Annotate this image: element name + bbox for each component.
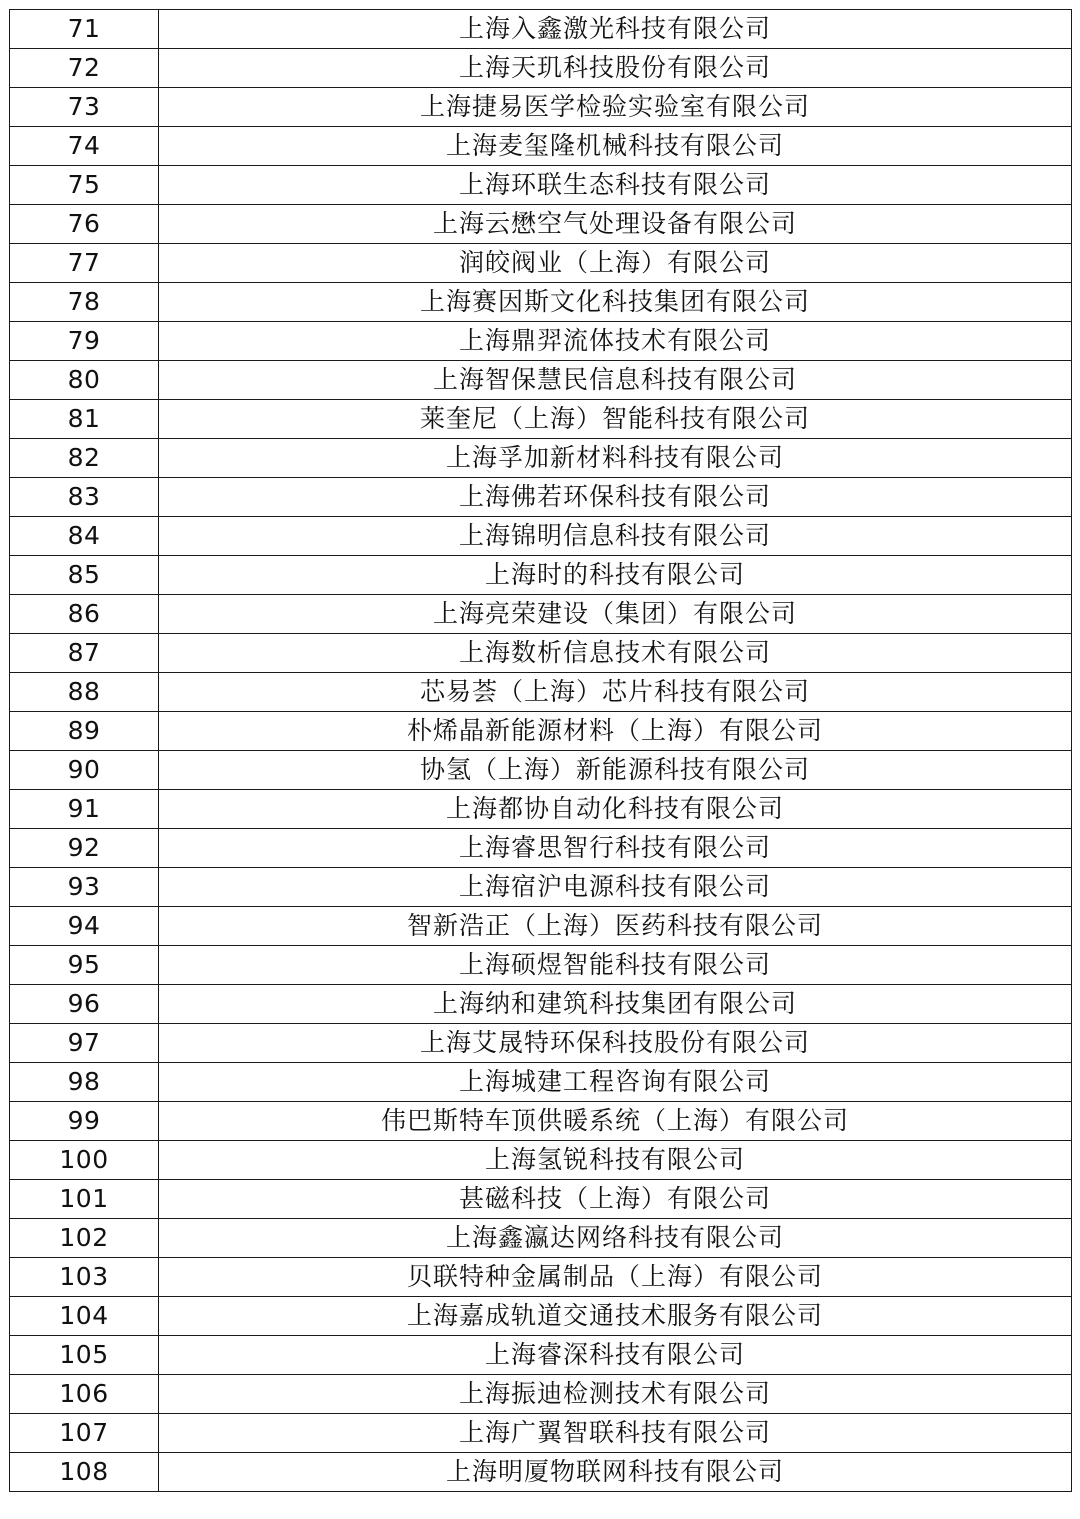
- company-name-cell: 上海数析信息技术有限公司: [159, 634, 1072, 673]
- table-row: [10, 244, 1072, 283]
- row-number-cell: 77: [10, 244, 159, 283]
- company-name-cell: 上海纳和建筑科技集团有限公司: [159, 985, 1072, 1024]
- company-name-cell: 上海天玑科技股份有限公司: [159, 49, 1072, 88]
- table-row: [10, 1336, 1072, 1375]
- company-name-cell: 芯易荟（上海）芯片科技有限公司: [159, 673, 1072, 712]
- company-name-cell: 上海佛若环保科技有限公司: [159, 478, 1072, 517]
- company-name-cell: 上海宿沪电源科技有限公司: [159, 868, 1072, 907]
- company-name-cell: 上海都协自动化科技有限公司: [159, 790, 1072, 829]
- row-number-cell: 94: [10, 907, 159, 946]
- table-row: [10, 907, 1072, 946]
- row-number-cell: 106: [10, 1375, 159, 1414]
- table-row: [10, 1180, 1072, 1219]
- table-row: [10, 673, 1072, 712]
- row-number-cell: 73: [10, 88, 159, 127]
- row-number-cell: 86: [10, 595, 159, 634]
- table-row: [10, 790, 1072, 829]
- company-name-cell: 上海鑫瀛达网络科技有限公司: [159, 1219, 1072, 1258]
- company-name-cell: 上海亮荣建设（集团）有限公司: [159, 595, 1072, 634]
- company-name-cell: 上海睿思智行科技有限公司: [159, 829, 1072, 868]
- table-row: [10, 1024, 1072, 1063]
- table-row: [10, 1414, 1072, 1453]
- row-number-cell: 92: [10, 829, 159, 868]
- table-row: [10, 166, 1072, 205]
- table-row: [10, 985, 1072, 1024]
- table-row: [10, 1102, 1072, 1141]
- company-name-cell: 上海嘉成轨道交通技术服务有限公司: [159, 1297, 1072, 1336]
- table-row: [10, 1063, 1072, 1102]
- company-name-cell: 上海入鑫激光科技有限公司: [159, 10, 1072, 49]
- row-number-cell: 75: [10, 166, 159, 205]
- row-number-cell: 96: [10, 985, 159, 1024]
- table-row: [10, 634, 1072, 673]
- company-name-cell: 上海云懋空气处理设备有限公司: [159, 205, 1072, 244]
- table-row: [10, 478, 1072, 517]
- row-number-cell: 72: [10, 49, 159, 88]
- company-name-cell: 莱奎尼（上海）智能科技有限公司: [159, 400, 1072, 439]
- company-name-cell: 润皎阀业（上海）有限公司: [159, 244, 1072, 283]
- table-row: [10, 595, 1072, 634]
- row-number-cell: 104: [10, 1297, 159, 1336]
- row-number-cell: 93: [10, 868, 159, 907]
- row-number-cell: 107: [10, 1414, 159, 1453]
- table-row: [10, 283, 1072, 322]
- table-row: [10, 439, 1072, 478]
- table-row: [10, 868, 1072, 907]
- company-name-cell: 上海环联生态科技有限公司: [159, 166, 1072, 205]
- row-number-cell: 78: [10, 283, 159, 322]
- row-number-cell: 83: [10, 478, 159, 517]
- row-number-cell: 82: [10, 439, 159, 478]
- row-number-cell: 103: [10, 1258, 159, 1297]
- row-number-cell: 100: [10, 1141, 159, 1180]
- row-number-cell: 88: [10, 673, 159, 712]
- table-row: [10, 751, 1072, 790]
- table-row: [10, 712, 1072, 751]
- company-name-cell: 上海睿深科技有限公司: [159, 1336, 1072, 1375]
- row-number-cell: 102: [10, 1219, 159, 1258]
- table-row: [10, 1258, 1072, 1297]
- table-row: [10, 49, 1072, 88]
- table-row: [10, 205, 1072, 244]
- company-name-cell: 甚磁科技（上海）有限公司: [159, 1180, 1072, 1219]
- company-name-cell: 上海明厦物联网科技有限公司: [159, 1453, 1072, 1492]
- row-number-cell: 80: [10, 361, 159, 400]
- company-name-cell: 智新浩正（上海）医药科技有限公司: [159, 907, 1072, 946]
- company-name-cell: 上海锦明信息科技有限公司: [159, 517, 1072, 556]
- company-list-table: [9, 9, 1072, 1492]
- row-number-cell: 101: [10, 1180, 159, 1219]
- company-list-body: [10, 10, 1072, 1492]
- company-name-cell: 协氢（上海）新能源科技有限公司: [159, 751, 1072, 790]
- table-row: [10, 517, 1072, 556]
- table-row: [10, 829, 1072, 868]
- row-number-cell: 79: [10, 322, 159, 361]
- table-row: [10, 1297, 1072, 1336]
- table-row: [10, 88, 1072, 127]
- table-row: [10, 1219, 1072, 1258]
- row-number-cell: 98: [10, 1063, 159, 1102]
- table-row: [10, 400, 1072, 439]
- row-number-cell: 99: [10, 1102, 159, 1141]
- company-name-cell: 上海硕煜智能科技有限公司: [159, 946, 1072, 985]
- table-row: [10, 322, 1072, 361]
- row-number-cell: 95: [10, 946, 159, 985]
- row-number-cell: 76: [10, 205, 159, 244]
- company-name-cell: 上海麦玺隆机械科技有限公司: [159, 127, 1072, 166]
- company-name-cell: 上海赛因斯文化科技集团有限公司: [159, 283, 1072, 322]
- table-row: [10, 556, 1072, 595]
- row-number-cell: 85: [10, 556, 159, 595]
- row-number-cell: 90: [10, 751, 159, 790]
- table-row: [10, 1453, 1072, 1492]
- company-name-cell: 上海捷易医学检验实验室有限公司: [159, 88, 1072, 127]
- row-number-cell: 84: [10, 517, 159, 556]
- row-number-cell: 89: [10, 712, 159, 751]
- row-number-cell: 97: [10, 1024, 159, 1063]
- row-number-cell: 81: [10, 400, 159, 439]
- company-name-cell: 上海鼎羿流体技术有限公司: [159, 322, 1072, 361]
- table-row: [10, 1141, 1072, 1180]
- company-name-cell: 上海艾晟特环保科技股份有限公司: [159, 1024, 1072, 1063]
- table-row: [10, 361, 1072, 400]
- company-name-cell: 贝联特种金属制品（上海）有限公司: [159, 1258, 1072, 1297]
- company-name-cell: 上海振迪检测技术有限公司: [159, 1375, 1072, 1414]
- company-name-cell: 上海孚加新材料科技有限公司: [159, 439, 1072, 478]
- row-number-cell: 91: [10, 790, 159, 829]
- row-number-cell: 105: [10, 1336, 159, 1375]
- table-row: [10, 10, 1072, 49]
- company-name-cell: 朴烯晶新能源材料（上海）有限公司: [159, 712, 1072, 751]
- row-number-cell: 74: [10, 127, 159, 166]
- table-row: [10, 1375, 1072, 1414]
- table-row: [10, 127, 1072, 166]
- table-row: [10, 946, 1072, 985]
- row-number-cell: 87: [10, 634, 159, 673]
- row-number-cell: 71: [10, 10, 159, 49]
- company-name-cell: 上海时的科技有限公司: [159, 556, 1072, 595]
- company-name-cell: 上海氢锐科技有限公司: [159, 1141, 1072, 1180]
- row-number-cell: 108: [10, 1453, 159, 1492]
- company-name-cell: 伟巴斯特车顶供暖系统（上海）有限公司: [159, 1102, 1072, 1141]
- company-name-cell: 上海城建工程咨询有限公司: [159, 1063, 1072, 1102]
- company-name-cell: 上海智保慧民信息科技有限公司: [159, 361, 1072, 400]
- company-name-cell: 上海广翼智联科技有限公司: [159, 1414, 1072, 1453]
